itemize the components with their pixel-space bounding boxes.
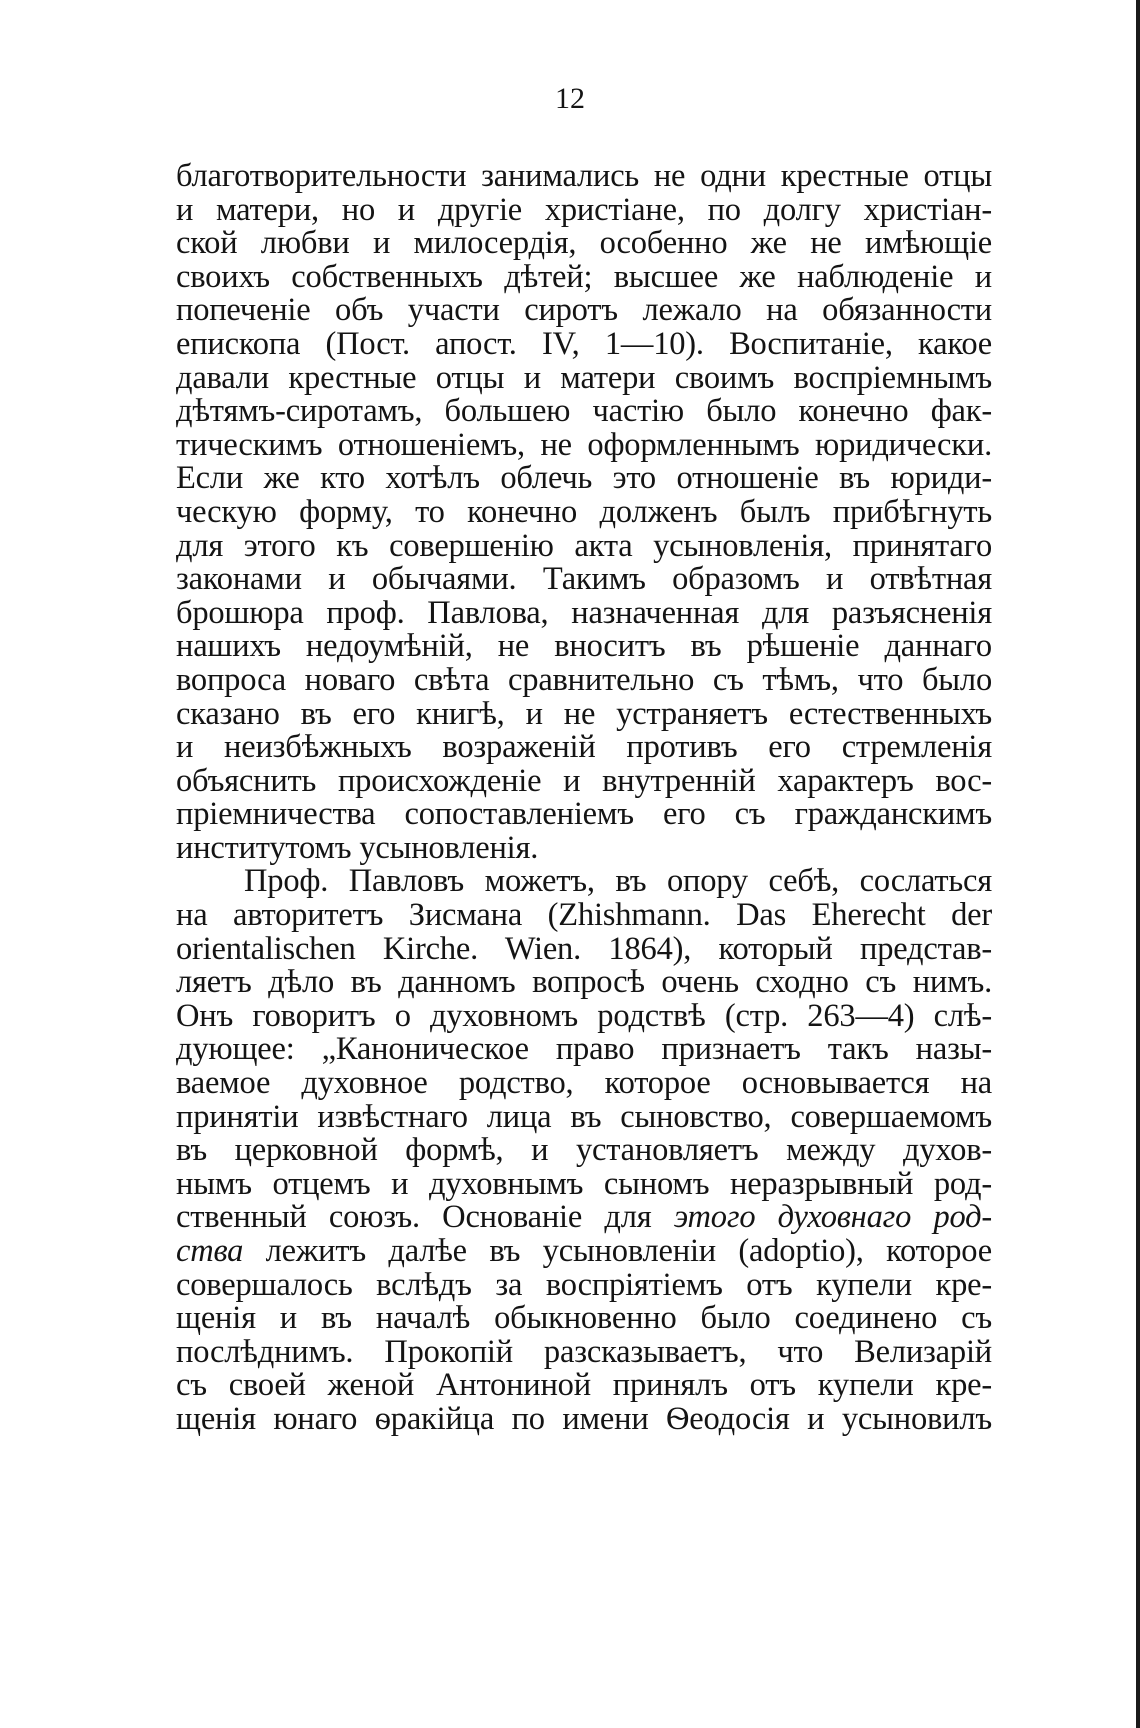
text-line: и неизбѣжныхъ возраженій противъ его стремленія: [176, 729, 992, 766]
text-line-with-italic: [176, 1201, 992, 1235]
text-line: orientalischen Kirche. Wien. 1864), который представ-: [176, 930, 992, 967]
text-line: объяснить происхожденіе и внутренній характеръ вос-: [176, 762, 992, 799]
text-segment: ственный союзъ. Основаніе для: [176, 1199, 652, 1236]
text-line: щенія и въ началѣ обыкновенно было соединено съ: [176, 1300, 992, 1337]
text-line: ческую форму, то конечно долженъ былъ прибѣгнуть: [176, 493, 992, 530]
text-line: брошюра проф. Павлова, назначенная для разъясненія: [176, 594, 992, 631]
text-line: щенія юнаго ѳракійца по имени Ѳеодосія и усыновилъ: [176, 1400, 992, 1437]
text-line: епископа (Пост. апост. IV, 1—10). Воспитаніе, какое: [176, 325, 992, 362]
text-line: дѣтямъ-сиротамъ, большею частію было конечно фак-: [176, 393, 992, 430]
text-line: благотворительности занимались не одни крестные отцы: [176, 158, 992, 194]
text-line: вопроса новаго свѣта сравнительно съ тѣмъ, что было: [176, 661, 992, 698]
paragraph-start-line: Проф. Павловъ можетъ, въ опору себѣ, сослаться: [244, 863, 992, 900]
text-line: принятіи извѣстнаго лица въ сыновство, совершаемомъ: [176, 1098, 992, 1135]
text-line: въ церковной формѣ, и установляетъ между духов-: [176, 1132, 992, 1169]
text-line: нымъ отцемъ и духовнымъ сыномъ неразрывный род-: [176, 1165, 992, 1202]
text-line: послѣднимъ. Прокопій разсказываетъ, что Велизарій: [176, 1333, 992, 1370]
text-line: ляетъ дѣло въ данномъ вопросѣ очень сходно съ нимъ.: [176, 964, 992, 1001]
text-line: своихъ собственныхъ дѣтей; высшее же наблюденіе и: [176, 258, 992, 295]
text-line: ской любви и милосердія, особенно же не имѣющіе: [176, 225, 992, 262]
text-line: давали крестные отцы и матери своимъ воспріемнымъ: [176, 359, 992, 396]
italic-segment: ства: [176, 1233, 244, 1269]
text-line-with-italic: [176, 1235, 992, 1269]
text-line: Если же кто хотѣлъ облечь это отношеніе въ юриди-: [176, 460, 992, 497]
page-edge-divider: [1136, 0, 1140, 1728]
text-line: и матери, но и другіе христіане, по долгу христіан-: [176, 191, 992, 228]
text-line: на авторитетъ Зисмана (Zhishmann. Das Eherecht der: [176, 897, 992, 934]
text-line: Онъ говоритъ о духовномъ родствѣ (стр. 263—4) слѣ-: [176, 997, 992, 1034]
text-line: пріемничества сопоставленіемъ его съ гражданскимъ: [176, 796, 992, 833]
body-text: [176, 160, 992, 1437]
text-line: для этого къ совершенію акта усыновленія, принятаго: [176, 527, 992, 564]
text-line: законами и обычаями. Такимъ образомъ и отвѣтная: [176, 561, 992, 598]
text-line: попеченіе объ участи сиротъ лежало на обязанности: [176, 292, 992, 329]
text-line: дующее: „Каноническое право признаетъ такъ назы-: [176, 1031, 992, 1068]
text-line: нашихъ недоумѣній, не вноситъ въ рѣшеніе даннаго: [176, 628, 992, 665]
text-segment: лежитъ далѣе въ усыновленіи (adoptio), которое: [265, 1233, 992, 1269]
page-number: 12: [555, 82, 585, 115]
text-line: тическимъ отношеніемъ, не оформленнымъ юридически.: [176, 426, 992, 463]
text-line: ваемое духовное родство, которое основывается на: [176, 1065, 992, 1102]
text-line: съ своей женой Антониной принялъ отъ купели кре-: [176, 1367, 992, 1404]
paragraph-end-line: институтомъ усыновленія.: [176, 829, 539, 866]
text-line: сказано въ его книгѣ, и не устраняетъ естественныхъ: [176, 695, 992, 732]
italic-segment: этого духовнаго род-: [673, 1199, 992, 1236]
text-line: совершалось вслѣдъ за воспріятіемъ отъ купели кре-: [176, 1266, 992, 1303]
